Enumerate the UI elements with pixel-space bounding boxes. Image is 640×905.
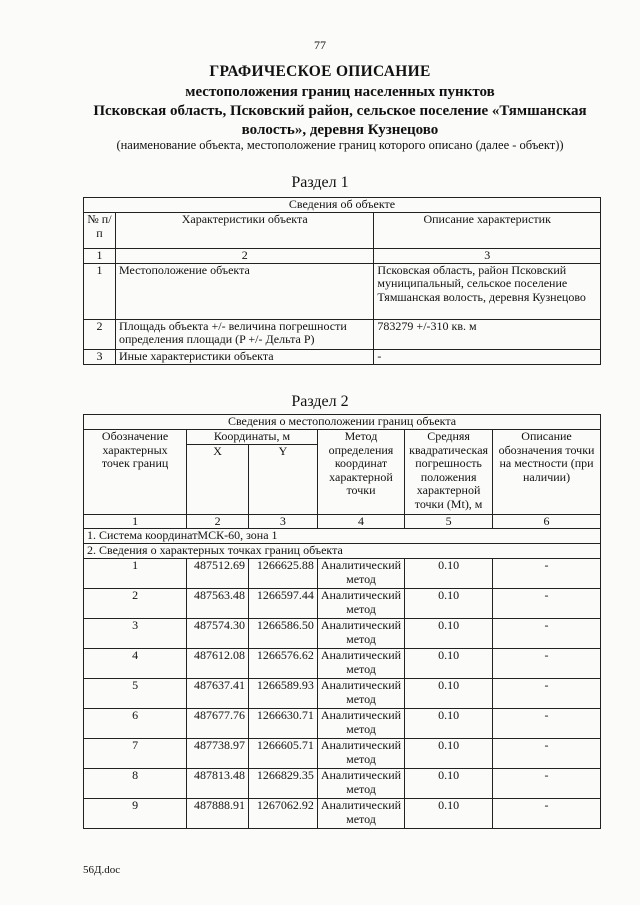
point-error: 0.10 (405, 769, 493, 799)
table-row (84, 589, 601, 619)
column-index: 2 (115, 249, 373, 264)
point-error: 0.10 (405, 619, 493, 649)
row-description: - (374, 349, 601, 364)
table-row (84, 799, 601, 829)
point-y: 1266589.93 (249, 679, 318, 709)
column-index: 5 (405, 514, 493, 529)
point-id: 2 (84, 589, 187, 619)
point-method: Аналитический метод (317, 799, 404, 829)
table-title: Сведения об объекте (84, 198, 601, 213)
column-index: 1 (84, 249, 116, 264)
footer-filename: 56Д.doc (83, 864, 121, 876)
point-marking: - (493, 559, 601, 589)
point-error: 0.10 (405, 649, 493, 679)
point-y: 1266630.71 (249, 709, 318, 739)
points-section-row: 2. Сведения о характерных точках границ объекта (84, 544, 601, 559)
subtitle-line-1: местоположения границ населенных пунктов (185, 84, 495, 100)
point-marking: - (493, 619, 601, 649)
point-id: 3 (84, 619, 187, 649)
column-header-marking: Описание обозначения точки на местности (при наличии) (493, 430, 601, 515)
row-description: 783279 +/-310 кв. м (374, 319, 601, 349)
coordinate-system-row: 1. Система координатМСК-60, зона 1 (84, 529, 601, 544)
point-method: Аналитический метод (317, 709, 404, 739)
table-row (84, 319, 601, 349)
point-x: 487738.97 (187, 739, 249, 769)
point-x: 487512.69 (187, 559, 249, 589)
point-id: 4 (84, 649, 187, 679)
row-characteristic: Местоположение объекта (115, 263, 373, 319)
table-row (84, 649, 601, 679)
point-method: Аналитический метод (317, 769, 404, 799)
point-x: 487677.76 (187, 709, 249, 739)
point-marking: - (493, 739, 601, 769)
point-y: 1266625.88 (249, 559, 318, 589)
point-marking: - (493, 799, 601, 829)
section-2-heading: Раздел 2 (291, 393, 349, 410)
point-id: 6 (84, 709, 187, 739)
row-characteristic: Иные характеристики объекта (115, 349, 373, 364)
point-x: 487637.41 (187, 679, 249, 709)
object-info-table (83, 197, 601, 365)
column-index: 1 (84, 514, 187, 529)
point-method: Аналитический метод (317, 619, 404, 649)
table-row (84, 709, 601, 739)
column-header-point: Обозначение характерных точек границ (84, 430, 187, 515)
section-1-heading: Раздел 1 (291, 174, 349, 191)
point-marking: - (493, 769, 601, 799)
point-error: 0.10 (405, 589, 493, 619)
point-id: 9 (84, 799, 187, 829)
point-x: 487563.48 (187, 589, 249, 619)
table-row (84, 349, 601, 364)
column-header-x: X (187, 444, 249, 514)
column-index: 6 (493, 514, 601, 529)
row-number: 2 (84, 319, 116, 349)
point-x: 487612.08 (187, 649, 249, 679)
point-y: 1266576.62 (249, 649, 318, 679)
object-note: (наименование объекта, местоположение границ которого описано (далее - объект)) (116, 138, 564, 152)
table-row (84, 679, 601, 709)
column-index: 3 (374, 249, 601, 264)
point-x: 487813.48 (187, 769, 249, 799)
column-index: 3 (249, 514, 318, 529)
point-id: 5 (84, 679, 187, 709)
point-marking: - (493, 709, 601, 739)
page-number: 77 (314, 38, 326, 52)
point-error: 0.10 (405, 559, 493, 589)
point-id: 7 (84, 739, 187, 769)
column-header-coordinates: Координаты, м (187, 430, 318, 445)
point-y: 1266605.71 (249, 739, 318, 769)
column-header-description: Описание характеристик (374, 213, 601, 249)
point-id: 1 (84, 559, 187, 589)
table-row (84, 739, 601, 769)
point-method: Аналитический метод (317, 559, 404, 589)
row-number: 3 (84, 349, 116, 364)
point-error: 0.10 (405, 739, 493, 769)
point-marking: - (493, 679, 601, 709)
column-header-characteristic: Характеристики объекта (115, 213, 373, 249)
point-id: 8 (84, 769, 187, 799)
point-error: 0.10 (405, 679, 493, 709)
column-header-method: Метод определения координат характерной точки (317, 430, 404, 515)
column-header-number: № п/п (84, 213, 116, 249)
row-characteristic: Площадь объекта +/- величина погрешности определения площади (P +/- Дельта P) (115, 319, 373, 349)
point-marking: - (493, 649, 601, 679)
point-error: 0.10 (405, 709, 493, 739)
point-y: 1267062.92 (249, 799, 318, 829)
point-method: Аналитический метод (317, 739, 404, 769)
row-description: Псковская область, район Псковский муниципальный, сельское поселение Тямшанская волость, деревня Кузнецово (374, 263, 601, 319)
column-index: 4 (317, 514, 404, 529)
table-row (84, 619, 601, 649)
point-method: Аналитический метод (317, 589, 404, 619)
subtitle-line-2: Псковская область, Псковский район, сельское поселение «Тямшанская (93, 103, 587, 119)
boundary-points-table (83, 414, 601, 829)
point-method: Аналитический метод (317, 679, 404, 709)
point-marking: - (493, 589, 601, 619)
point-y: 1266597.44 (249, 589, 318, 619)
point-y: 1266829.35 (249, 769, 318, 799)
point-error: 0.10 (405, 799, 493, 829)
point-y: 1266586.50 (249, 619, 318, 649)
point-x: 487888.91 (187, 799, 249, 829)
row-number: 1 (84, 263, 116, 319)
column-header-error: Средняя квадратическая погрешность положения характерной точки (Mt), м (405, 430, 493, 515)
table-row (84, 263, 601, 319)
document-title: ГРАФИЧЕСКОЕ ОПИСАНИЕ (209, 63, 431, 80)
point-x: 487574.30 (187, 619, 249, 649)
table-row (84, 769, 601, 799)
column-header-y: Y (249, 444, 318, 514)
column-index: 2 (187, 514, 249, 529)
table-title: Сведения о местоположении границ объекта (84, 415, 601, 430)
subtitle-line-3: волость», деревня Кузнецово (241, 122, 439, 138)
point-method: Аналитический метод (317, 649, 404, 679)
table-row (84, 559, 601, 589)
